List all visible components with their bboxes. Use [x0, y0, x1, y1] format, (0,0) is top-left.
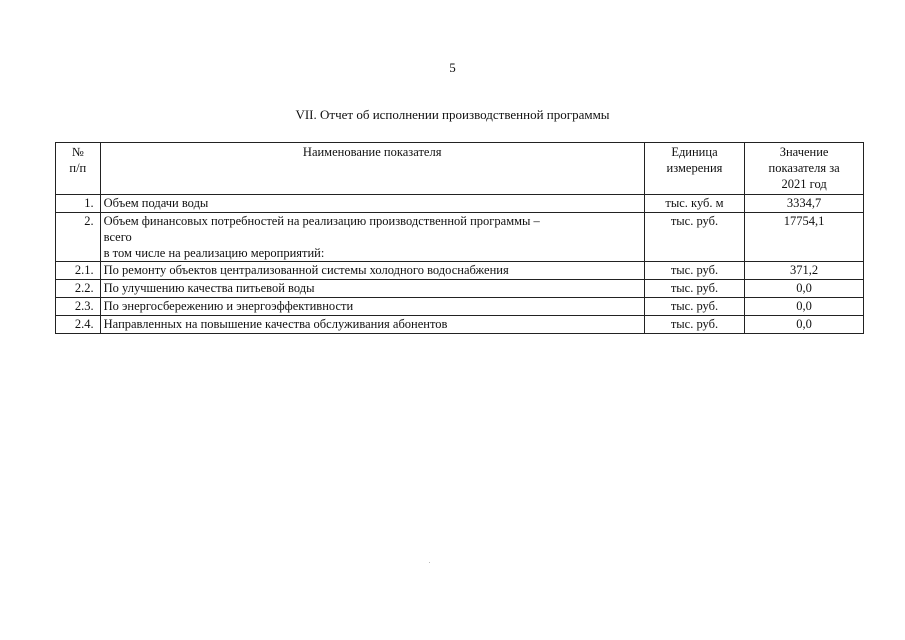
- row-name: [100, 213, 644, 262]
- row-value: 0,0: [745, 298, 864, 316]
- row-value: 371,2: [745, 262, 864, 280]
- header-value-line: Значение: [779, 145, 829, 159]
- row-name: [100, 280, 644, 298]
- row-num: 2.: [56, 213, 101, 262]
- row-unit: тыс. руб.: [644, 262, 744, 280]
- row-name-line: Объем финансовых потребностей на реализацию производственной программы –: [103, 214, 540, 228]
- row-name-line: в том числе на реализацию мероприятий:: [103, 246, 325, 260]
- row-value: 17754,1: [745, 213, 864, 262]
- header-num-line: №: [71, 145, 84, 159]
- header-name: [100, 143, 644, 195]
- row-name: [100, 262, 644, 280]
- table-row: [56, 195, 864, 213]
- header-unit-line: Единица: [671, 145, 718, 159]
- row-name-line: Направленных на повышение качества обслуживания абонентов: [103, 317, 448, 331]
- table-body: [56, 195, 864, 334]
- header-value-line: показателя за: [768, 161, 840, 175]
- row-name: [100, 316, 644, 334]
- table-row: [56, 262, 864, 280]
- header-num: [56, 143, 101, 195]
- row-name-line: Объем подачи воды: [103, 196, 209, 210]
- scan-speck: [429, 562, 430, 563]
- row-name-line: По улучшению качества питьевой воды: [103, 281, 315, 295]
- row-unit: тыс. руб.: [644, 316, 744, 334]
- row-unit: тыс. руб.: [644, 298, 744, 316]
- page-number: 5: [449, 60, 456, 75]
- row-num: 2.4.: [56, 316, 101, 334]
- header-unit-line: измерения: [666, 161, 723, 175]
- row-num: 2.1.: [56, 262, 101, 280]
- row-value: 0,0: [745, 316, 864, 334]
- row-value: 0,0: [745, 280, 864, 298]
- header-num-line: п/п: [69, 161, 87, 175]
- table-header-row: [56, 143, 864, 195]
- row-name-line: всего: [103, 230, 132, 244]
- row-num: 2.2.: [56, 280, 101, 298]
- table-row: [56, 213, 864, 262]
- row-value: 3334,7: [745, 195, 864, 213]
- row-num: 2.3.: [56, 298, 101, 316]
- row-unit: тыс. руб.: [644, 213, 744, 262]
- row-name-line: По энергосбережению и энергоэффективности: [103, 299, 354, 313]
- production-program-report-table: [55, 142, 864, 334]
- table-row: [56, 316, 864, 334]
- header-value-line: 2021 год: [781, 177, 827, 191]
- row-unit: тыс. куб. м: [644, 195, 744, 213]
- row-name-line: По ремонту объектов централизованной системы холодного водоснабжения: [103, 263, 509, 277]
- section-title: VII. Отчет об исполнении производственной программы: [295, 107, 610, 122]
- row-name: [100, 195, 644, 213]
- table-row: [56, 298, 864, 316]
- row-unit: тыс. руб.: [644, 280, 744, 298]
- row-name: [100, 298, 644, 316]
- header-value: [745, 143, 864, 195]
- header-unit: [644, 143, 744, 195]
- table-header: [56, 143, 864, 195]
- header-name-line: Наименование показателя: [302, 145, 442, 159]
- row-num: 1.: [56, 195, 101, 213]
- table-row: [56, 280, 864, 298]
